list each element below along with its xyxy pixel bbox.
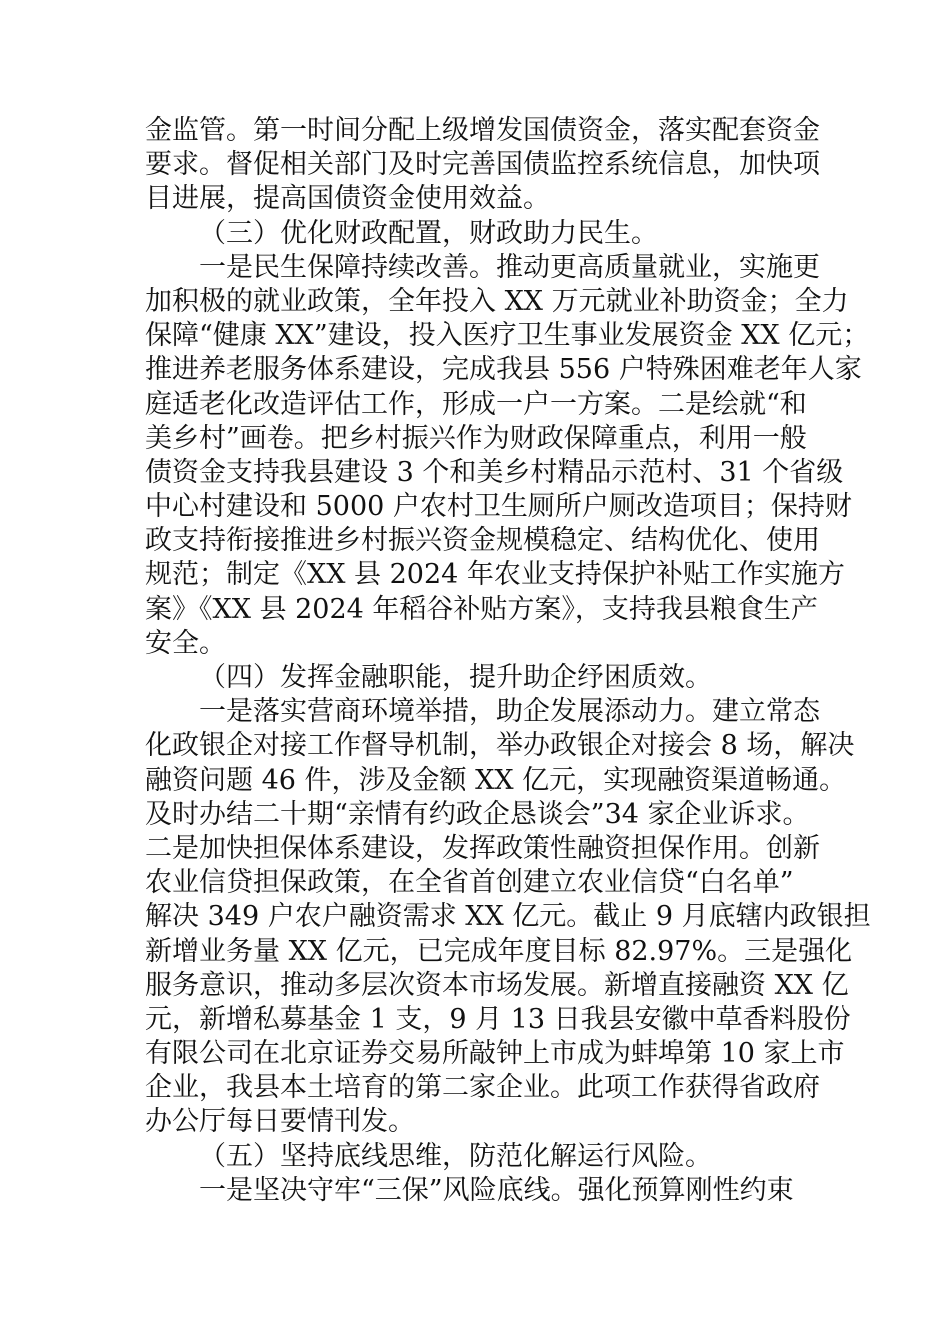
text-line: 有限公司在北京证券交易所敲钟上市成为蚌埠第 10 家上市 bbox=[145, 1038, 845, 1070]
text-line: 一是落实营商环境举措，助企发展添动力。建立常态 bbox=[199, 696, 820, 728]
text-line: 农业信贷担保政策，在全省首创建立农业信贷“白名单” bbox=[145, 867, 794, 899]
text-line: 解决 349 户农户融资需求 XX 亿元。截止 9 月底辖内政银担 bbox=[145, 901, 871, 933]
text-line: 庭适老化改造评估工作，形成一户一方案。二是绘就“和 bbox=[145, 388, 807, 420]
text-line: （五）坚持底线思维，防范化解运行风险。 bbox=[199, 1140, 712, 1172]
text-line: 新增业务量 XX 亿元，已完成年度目标 82.97%。三是强化 bbox=[145, 935, 853, 967]
text-line: 服务意识，推动多层次资本市场发展。新增直接融资 XX 亿 bbox=[145, 969, 849, 1001]
text-line: 及时办结二十期“亲情有约政企恳谈会”34 家企业诉求。 bbox=[145, 798, 810, 830]
text-line: 中心村建设和 5000 户农村卫生厕所户厕改造项目；保持财 bbox=[145, 491, 852, 523]
text-line: 要求。督促相关部门及时完善国债监控系统信息，加快项 bbox=[145, 149, 820, 181]
text-line: 二是加快担保体系建设，发挥政策性融资担保作用。创新 bbox=[145, 832, 820, 864]
text-line: 化政银企对接工作督导机制，举办政银企对接会 8 场，解决 bbox=[145, 730, 855, 762]
text-line: （四）发挥金融职能，提升助企纾困质效。 bbox=[199, 662, 712, 693]
text-line: 政支持衔接推进乡村振兴资金规模稳定、结构优化、使用 bbox=[145, 525, 820, 557]
text-line: 美乡村”画卷。把乡村振兴作为财政保障重点，利用一般 bbox=[145, 422, 807, 454]
text-line: 一是坚决守牢“三保”风险底线。强化预算刚性约束 bbox=[199, 1174, 794, 1206]
text-line: 规范；制定《XX 县 2024 年农业支持保护补贴工作实施方 bbox=[145, 559, 845, 591]
body-text bbox=[145, 114, 871, 1208]
text-line: 保障“健康 XX”建设，投入医疗卫生事业发展资金 XX 亿元； bbox=[145, 320, 870, 352]
text-line: 一是民生保障持续改善。推动更高质量就业，实施更 bbox=[199, 251, 820, 283]
text-line: 推进养老服务体系建设，完成我县 556 户特殊困难老年人家 bbox=[145, 354, 862, 386]
text-line: 债资金支持我县建设 3 个和美乡村精品示范村、31 个省级 bbox=[145, 456, 844, 488]
text-line: 安全。 bbox=[145, 627, 226, 659]
text-line: 金监管。第一时间分配上级增发国债资金，落实配套资金 bbox=[145, 115, 820, 146]
text-line: 企业，我县本土培育的第二家企业。此项工作获得省政府 bbox=[145, 1072, 820, 1104]
text-line: 元，新增私募基金 1 支，9 月 13 日我县安徽中草香料股份 bbox=[145, 1003, 851, 1035]
text-line: 融资问题 46 件，涉及金额 XX 亿元，实现融资渠道畅通。 bbox=[145, 764, 847, 796]
text-line: 办公厅每日要情刊发。 bbox=[145, 1106, 415, 1138]
text-line: （三）优化财政配置，财政助力民生。 bbox=[199, 217, 658, 249]
text-line: 加积极的就业政策，全年投入 XX 万元就业补助资金；全力 bbox=[145, 285, 849, 317]
text-line: 目进展，提高国债资金使用效益。 bbox=[145, 183, 550, 215]
text-line: 案》《XX 县 2024 年稻谷补贴方案》，支持我县粮食生产 bbox=[145, 593, 818, 625]
